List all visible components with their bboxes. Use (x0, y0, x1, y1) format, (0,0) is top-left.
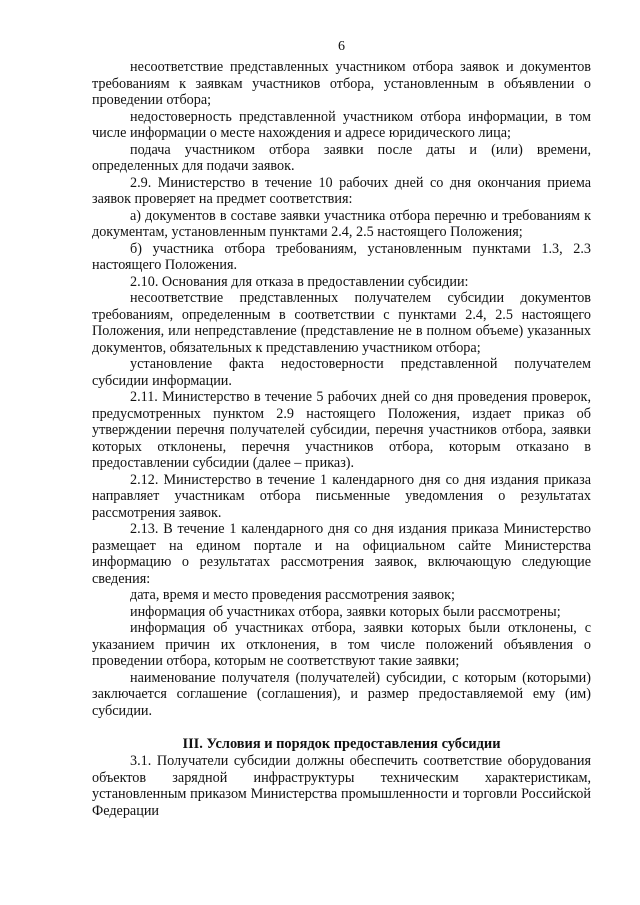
page-number: 6 (338, 39, 345, 54)
paragraph-2-13-item-3: информация об участниках отбора, заявки которых были отклонены, с указанием причин их отклонения, в том числе положений объявления о проведении отбора, которым не соответствуют такие заявки; (92, 620, 591, 669)
paragraph-2-9: 2.9. Министерство в течение 10 рабочих дней со дня окончания приема заявок проверяет на предмет соответствия: (92, 174, 591, 207)
paragraph-2-9-a: а) документов в составе заявки участника отбора перечню и требованиям к документам, установленным пунктами 2.4, 2.5 настоящего Положения; (92, 207, 591, 240)
paragraph-2-13-item-1: дата, время и место проведения рассмотрения заявок; (130, 587, 455, 603)
paragraph-1: несоответствие представленных участником отбора заявок и документов требованиям к заявкам участников отбора, установленным в объявлении о проведении отбора; (92, 59, 591, 108)
paragraph-2-10: 2.10. Основания для отказа в предоставлении субсидии: (130, 273, 469, 290)
paragraph-2-9-b: б) участника отбора требованиям, установленным пунктами 1.3, 2.3 настоящего Положения. (92, 240, 591, 273)
paragraph-3-1: 3.1. Получатели субсидии должны обеспечить соответствие оборудования объектов зарядной инфраструктуры техническим характеристикам, установленным приказом Министерства промышленности и торговли Российской Федерации (92, 753, 591, 819)
paragraph-2-11: 2.11. Министерство в течение 5 рабочих дней со дня проведения проверок, предусмотренных пунктом 2.9 настоящего Положения, издает приказ об утверждении перечня получателей субсидии, перечня участников отбора, заявки которых отклонены, перечня участников отбора, которым отказано в предоставлении субсидии (далее – приказ). (92, 389, 591, 471)
document-body (92, 59, 591, 819)
paragraph-2: недостоверность представленной участником отбора информации, в том числе информации о месте нахождения и адресе юридического лица; (92, 108, 591, 141)
paragraph-2-13-item-4: наименование получателя (получателей) субсидии, с которым (которыми) заключается соглашение (соглашения), и размер предоставляемой ему (им) субсидии. (92, 669, 591, 719)
paragraph-2-12: 2.12. Министерство в течение 1 календарного дня со дня издания приказа направляет участникам отбора письменные уведомления о результатах рассмотрения заявок. (92, 471, 591, 521)
section-title: III. Условия и порядок предоставления субсидии (182, 736, 501, 752)
paragraph-2-13-item-2: информация об участниках отбора, заявки которых были рассмотрены; (130, 603, 561, 620)
paragraph-2-10-ground-1: несоответствие представленных получателем субсидии документов требованиям, определенным в соответствии с пунктами 2.4, 2.5 настоящего Положения, или непредставление (представление не в полном объеме) указанных документов, обязательных к представлению участником отбора; (92, 290, 591, 356)
paragraph-2-13: 2.13. В течение 1 календарного дня со дня издания приказа Министерство размещает на едином портале и на официальном сайте Министерства информацию о результатах рассмотрения заявок, включающую следующие сведения: (92, 521, 591, 587)
paragraph-2-10-ground-2: установление факта недостоверности представленной получателем субсидии информации. (92, 356, 591, 389)
paragraph-3: подача участником отбора заявки после даты и (или) времени, определенных для подачи заявок. (92, 141, 591, 174)
